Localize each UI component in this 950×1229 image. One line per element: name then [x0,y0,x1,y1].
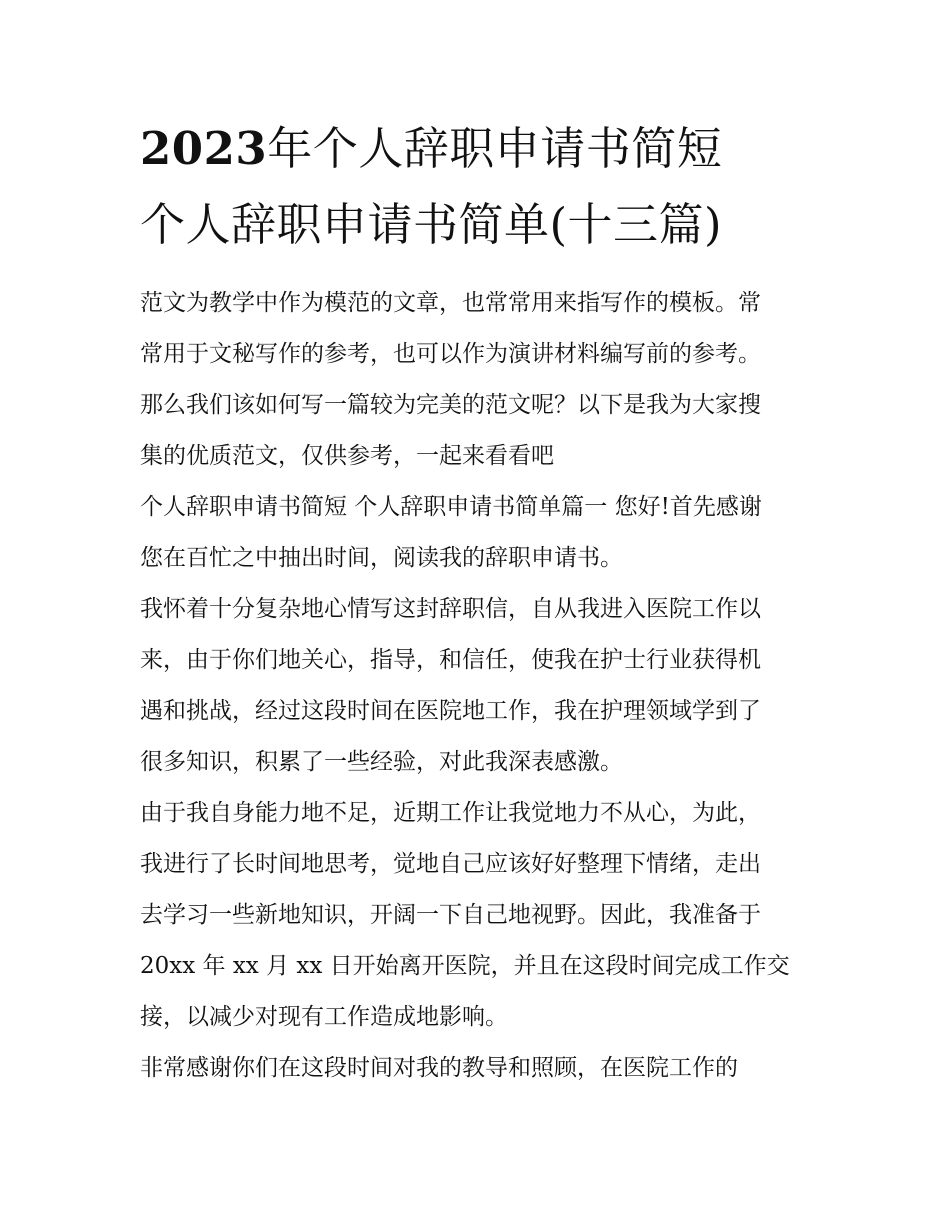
paragraph-intro [140,278,812,482]
text-line: 非常感谢你们在这段时间对我的教导和照顾，在医院工作的 [140,1055,738,1081]
document-title-line-1 [140,118,812,180]
document-page [140,118,812,1094]
text-line: 由于我自身能力地不足，近期工作让我觉地力不从心，为此， [140,800,761,826]
text-line: 我进行了长时间地思考，觉地自己应该好好整理下情绪，走出 [140,851,761,877]
text-line: 个人辞职申请书简短 个人辞职申请书简单篇一 您好!首先感谢 [140,494,762,520]
text-line: 来，由于你们地关心，指导，和信任，使我在护士行业获得机 [140,647,761,673]
document-title-line-2: 个人辞职申请书简单(十三篇) [140,198,723,251]
paragraph-reason [140,788,812,1043]
text-line: 我怀着十分复杂地心情写这封辞职信，自从我进入医院工作以 [140,596,761,622]
text-line: 集的优质范文，仅供参考，一起来看看吧 [140,443,554,469]
text-line: 遇和挑战，经过这段时间在医院地工作，我在护理领域学到了 [140,698,761,724]
title-year: 2023 [140,122,268,175]
paragraph-heading-greeting [140,482,812,584]
text-line: 很多知识，积累了一些经验，对此我深表感激。 [140,749,623,775]
text-line: 20xx 年 xx 月 xx 日开始离开医院，并且在这段时间完成工作交 [140,953,790,979]
document-body [140,278,812,1094]
text-line: 接，以减少对现有工作造成地影响。 [140,1004,508,1030]
text-line: 您在百忙之中抽出时间，阅读我的辞职申请书。 [140,545,623,571]
paragraph-thanks [140,1043,812,1094]
paragraph-gratitude [140,584,812,788]
title-text: 年个人辞职申请书简短 [267,122,723,175]
text-line: 范文为教学中作为模范的文章，也常常用来指写作的模板。常 [140,290,761,316]
text-line: 常用于文秘写作的参考，也可以作为演讲材料编写前的参考。 [140,341,761,367]
text-line: 去学习一些新地知识，开阔一下自己地视野。因此，我准备于 [140,902,761,928]
text-line: 那么我们该如何写一篇较为完美的范文呢？以下是我为大家搜 [140,392,761,418]
